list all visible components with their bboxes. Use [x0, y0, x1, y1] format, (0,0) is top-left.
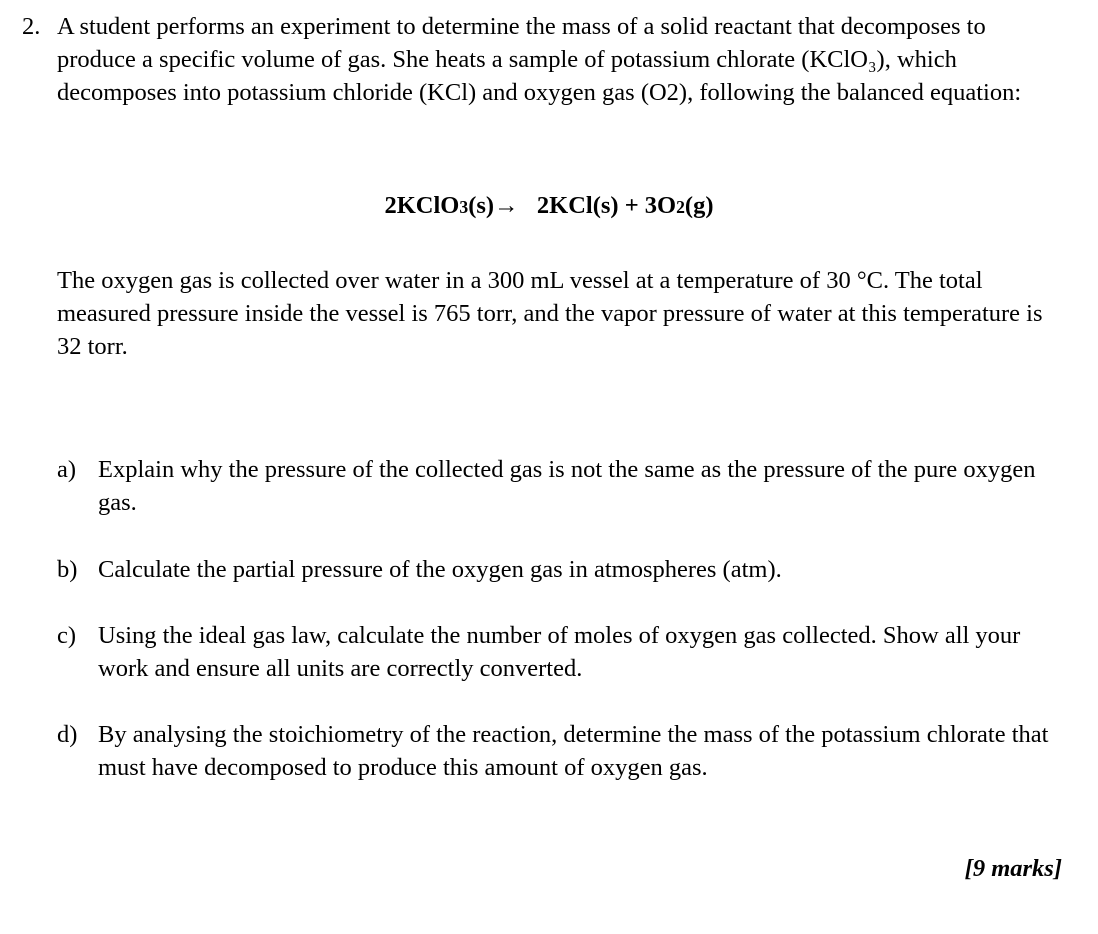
part-text: Explain why the pressure of the collected gas is not the same as the pressure of the pure oxygen gas.: [98, 456, 1036, 516]
equation-products: 2KCl(s) + 3O: [536, 192, 677, 219]
subscript: 3: [459, 197, 469, 217]
part-b: [57, 553, 1057, 586]
subscript: 2: [676, 197, 685, 217]
question-number: 2.: [22, 13, 41, 40]
part-a: [57, 453, 1057, 519]
conditions-paragraph: The oxygen gas is collected over water in a 300 mL vessel at a temperature of 30 °C. The total measured pressure inside the vessel is 765 torr, and the vapor pressure of water at this temperature is 32 torr.: [57, 267, 1043, 360]
part-label: c): [57, 622, 77, 649]
balanced-equation: [0, 189, 1098, 224]
part-c: [57, 619, 1057, 685]
equation-reactant: 2KClO: [384, 192, 460, 219]
equation-arrow: (s)→: [468, 192, 525, 219]
equation-state: (g): [684, 192, 714, 219]
part-label: a): [57, 456, 77, 483]
part-text: Using the ideal gas law, calculate the number of moles of oxygen gas collected. Show all your work and ensure all units are correctly converted.: [98, 622, 1021, 682]
part-text: By analysing the stoichiometry of the reaction, determine the mass of the potassium chlorate that must have decomposed to produce this amount of oxygen gas.: [98, 721, 1049, 781]
part-label: b): [57, 556, 78, 583]
question-2: [22, 10, 1062, 109]
part-d: [57, 718, 1057, 784]
marks-label: [9 marks]: [964, 855, 1062, 882]
part-label: d): [57, 721, 78, 748]
question-stem: A student performs an experiment to determine the mass of a solid reactant that decomposes to produce a specific volume of gas. She heats a sample of potassium chlorate (KClO₃), which decomposes into potassium chloride (KCl) and oxygen gas (O2), following the balanced equation:: [57, 13, 1022, 106]
part-text: Calculate the partial pressure of the oxygen gas in atmospheres (atm).: [98, 556, 782, 583]
